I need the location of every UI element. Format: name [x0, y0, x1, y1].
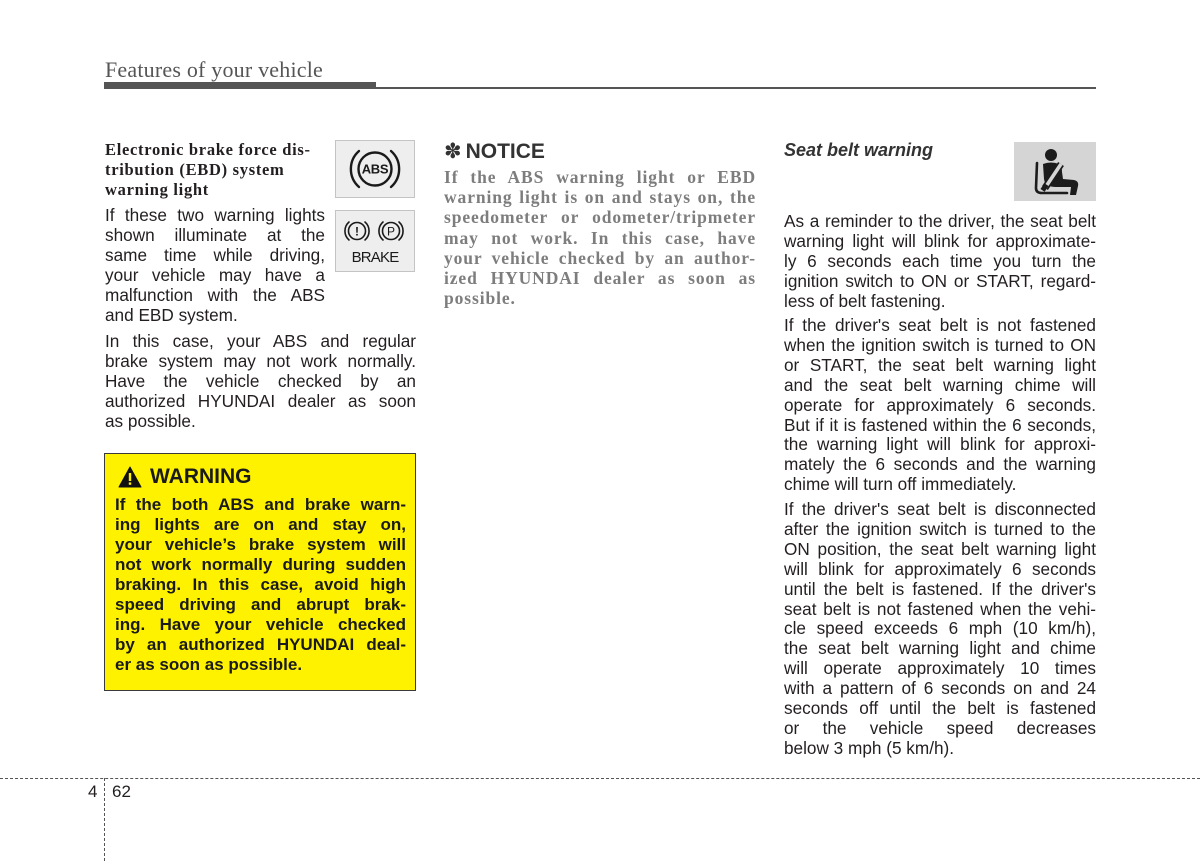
text-line: malfunction with the ABS	[105, 285, 325, 305]
header-rule	[104, 87, 1096, 89]
brake-icon-exclamation: !	[355, 224, 359, 239]
text-line: below 3 mph (5 km/h).	[784, 737, 955, 758]
text-line: But if it is fastened within the 6 seconds,	[784, 414, 1096, 435]
text-line: brake system may not work normally.	[105, 351, 416, 371]
warning-line: not work normally during sudden	[115, 555, 406, 574]
warning-triangle-icon	[118, 466, 142, 488]
text-line: same time while driving,	[105, 245, 325, 265]
text-line: seconds off until the belt is fastened	[784, 698, 1096, 719]
warning-line: ing. Have your vehicle checked	[115, 615, 406, 634]
seat-belt-paragraph-2	[784, 316, 1096, 495]
warning-line: If the both ABS and brake warn-	[115, 495, 406, 514]
warning-line: ing lights are on and stay on,	[115, 515, 406, 534]
chapter-number: 4	[88, 782, 98, 801]
footer-divider	[104, 778, 105, 861]
notice-text	[444, 167, 756, 308]
text-line: In this case, your ABS and regular	[105, 331, 416, 351]
page-number: 62	[112, 782, 131, 801]
text-line: Have the vehicle checked by an	[105, 371, 416, 391]
heading-line: tribution (EBD) system	[105, 160, 285, 179]
notice-heading	[444, 139, 545, 164]
text-line: ignition switch to ON or START, regard-	[784, 270, 1096, 291]
text-line: and the seat belt warning chime will	[784, 374, 1096, 395]
abs-warning-icon	[335, 140, 415, 198]
notice-line: may not work. In this case, have	[444, 227, 756, 248]
text-line: and EBD system.	[105, 305, 238, 325]
text-line: seat belt is not fastened when the vehi-	[784, 598, 1096, 619]
text-line: authorized HYUNDAI dealer as soon	[105, 391, 416, 411]
text-line: the warning light will blink for approxi-	[784, 434, 1096, 455]
text-line: until the belt is fastened. If the driver's	[784, 578, 1096, 599]
text-line: mately the 6 seconds and the warning	[784, 454, 1096, 475]
warning-line: braking. In this case, avoid high	[115, 575, 406, 594]
seat-belt-warning-icon	[1014, 142, 1096, 201]
notice-line: speedometer or odometer/tripmeter	[444, 207, 756, 228]
ebd-warning-paragraph-1	[105, 205, 325, 325]
warning-line: by an authorized HYUNDAI deal-	[115, 635, 406, 654]
heading-line: warning light	[105, 180, 209, 199]
text-line: or the vehicle speed decreases	[784, 717, 1096, 738]
abs-icon-label: ABS	[361, 161, 389, 177]
warning-line: your vehicle’s brake system will	[115, 535, 406, 554]
brake-icon-label: BRAKE	[351, 249, 399, 266]
text-line: ON position, the seat belt warning light	[784, 538, 1096, 559]
text-line: will blink for approximately 6 seconds	[784, 558, 1096, 579]
notice-line: your vehicle checked by an author-	[444, 247, 756, 268]
notice-line: If the ABS warning light or EBD	[444, 167, 756, 187]
text-line: with a pattern of 6 seconds on and 24	[784, 678, 1096, 699]
seat-belt-warning-heading: Seat belt warning	[784, 140, 934, 160]
heading-line: Electronic brake force dis-	[105, 140, 311, 159]
text-line: ly 6 seconds each time you turn the	[784, 250, 1096, 271]
text-line: or START, the seat belt warning light	[784, 354, 1096, 375]
text-line: when the ignition switch is turned to ON	[784, 334, 1096, 355]
text-line: warning light will blink for approximate-	[784, 230, 1096, 251]
ebd-warning-paragraph-2	[105, 331, 416, 431]
warning-title: WARNING	[150, 465, 252, 488]
warning-line: speed driving and abrupt brak-	[115, 595, 406, 614]
brake-icon-parking: P	[386, 224, 396, 239]
text-line: your vehicle may have a	[105, 265, 325, 285]
notice-line: possible.	[444, 288, 516, 309]
seat-belt-paragraph-3	[784, 500, 1096, 759]
text-line: after the ignition switch is turned to the	[784, 518, 1096, 539]
footer-rule	[0, 778, 1200, 779]
text-line: If the driver's seat belt is not fastened	[784, 315, 1096, 335]
text-line: operate for approximately 6 seconds.	[784, 394, 1096, 415]
notice-asterisk-icon: ✽	[444, 139, 462, 163]
text-line: shown illuminate at the	[105, 225, 325, 245]
warning-box	[104, 453, 416, 691]
text-line: will operate approximately 10 times	[784, 658, 1096, 679]
text-line: cle speed exceeds 6 mph (10 km/h),	[784, 618, 1096, 639]
seat-belt-paragraph-1	[784, 212, 1096, 312]
text-line: If these two warning lights	[105, 205, 325, 225]
text-line: as possible.	[105, 411, 196, 431]
text-line: If the driver's seat belt is disconnected	[784, 499, 1096, 519]
warning-line: er as soon as possible.	[115, 655, 303, 674]
text-line: As a reminder to the driver, the seat belt	[784, 211, 1096, 231]
text-line: the seat belt warning light and chime	[784, 638, 1096, 659]
notice-line: ized HYUNDAI dealer as soon as	[444, 268, 756, 289]
notice-title: NOTICE	[465, 140, 545, 163]
text-line: chime will turn off immediately.	[784, 474, 1017, 495]
brake-warning-icon	[335, 210, 415, 272]
warning-text	[115, 495, 406, 675]
page-section-title: Features of your vehicle	[105, 57, 324, 82]
ebd-warning-heading	[105, 140, 329, 200]
notice-line: warning light is on and stays on, the	[444, 187, 756, 208]
text-line: less of belt fastening.	[784, 290, 946, 311]
